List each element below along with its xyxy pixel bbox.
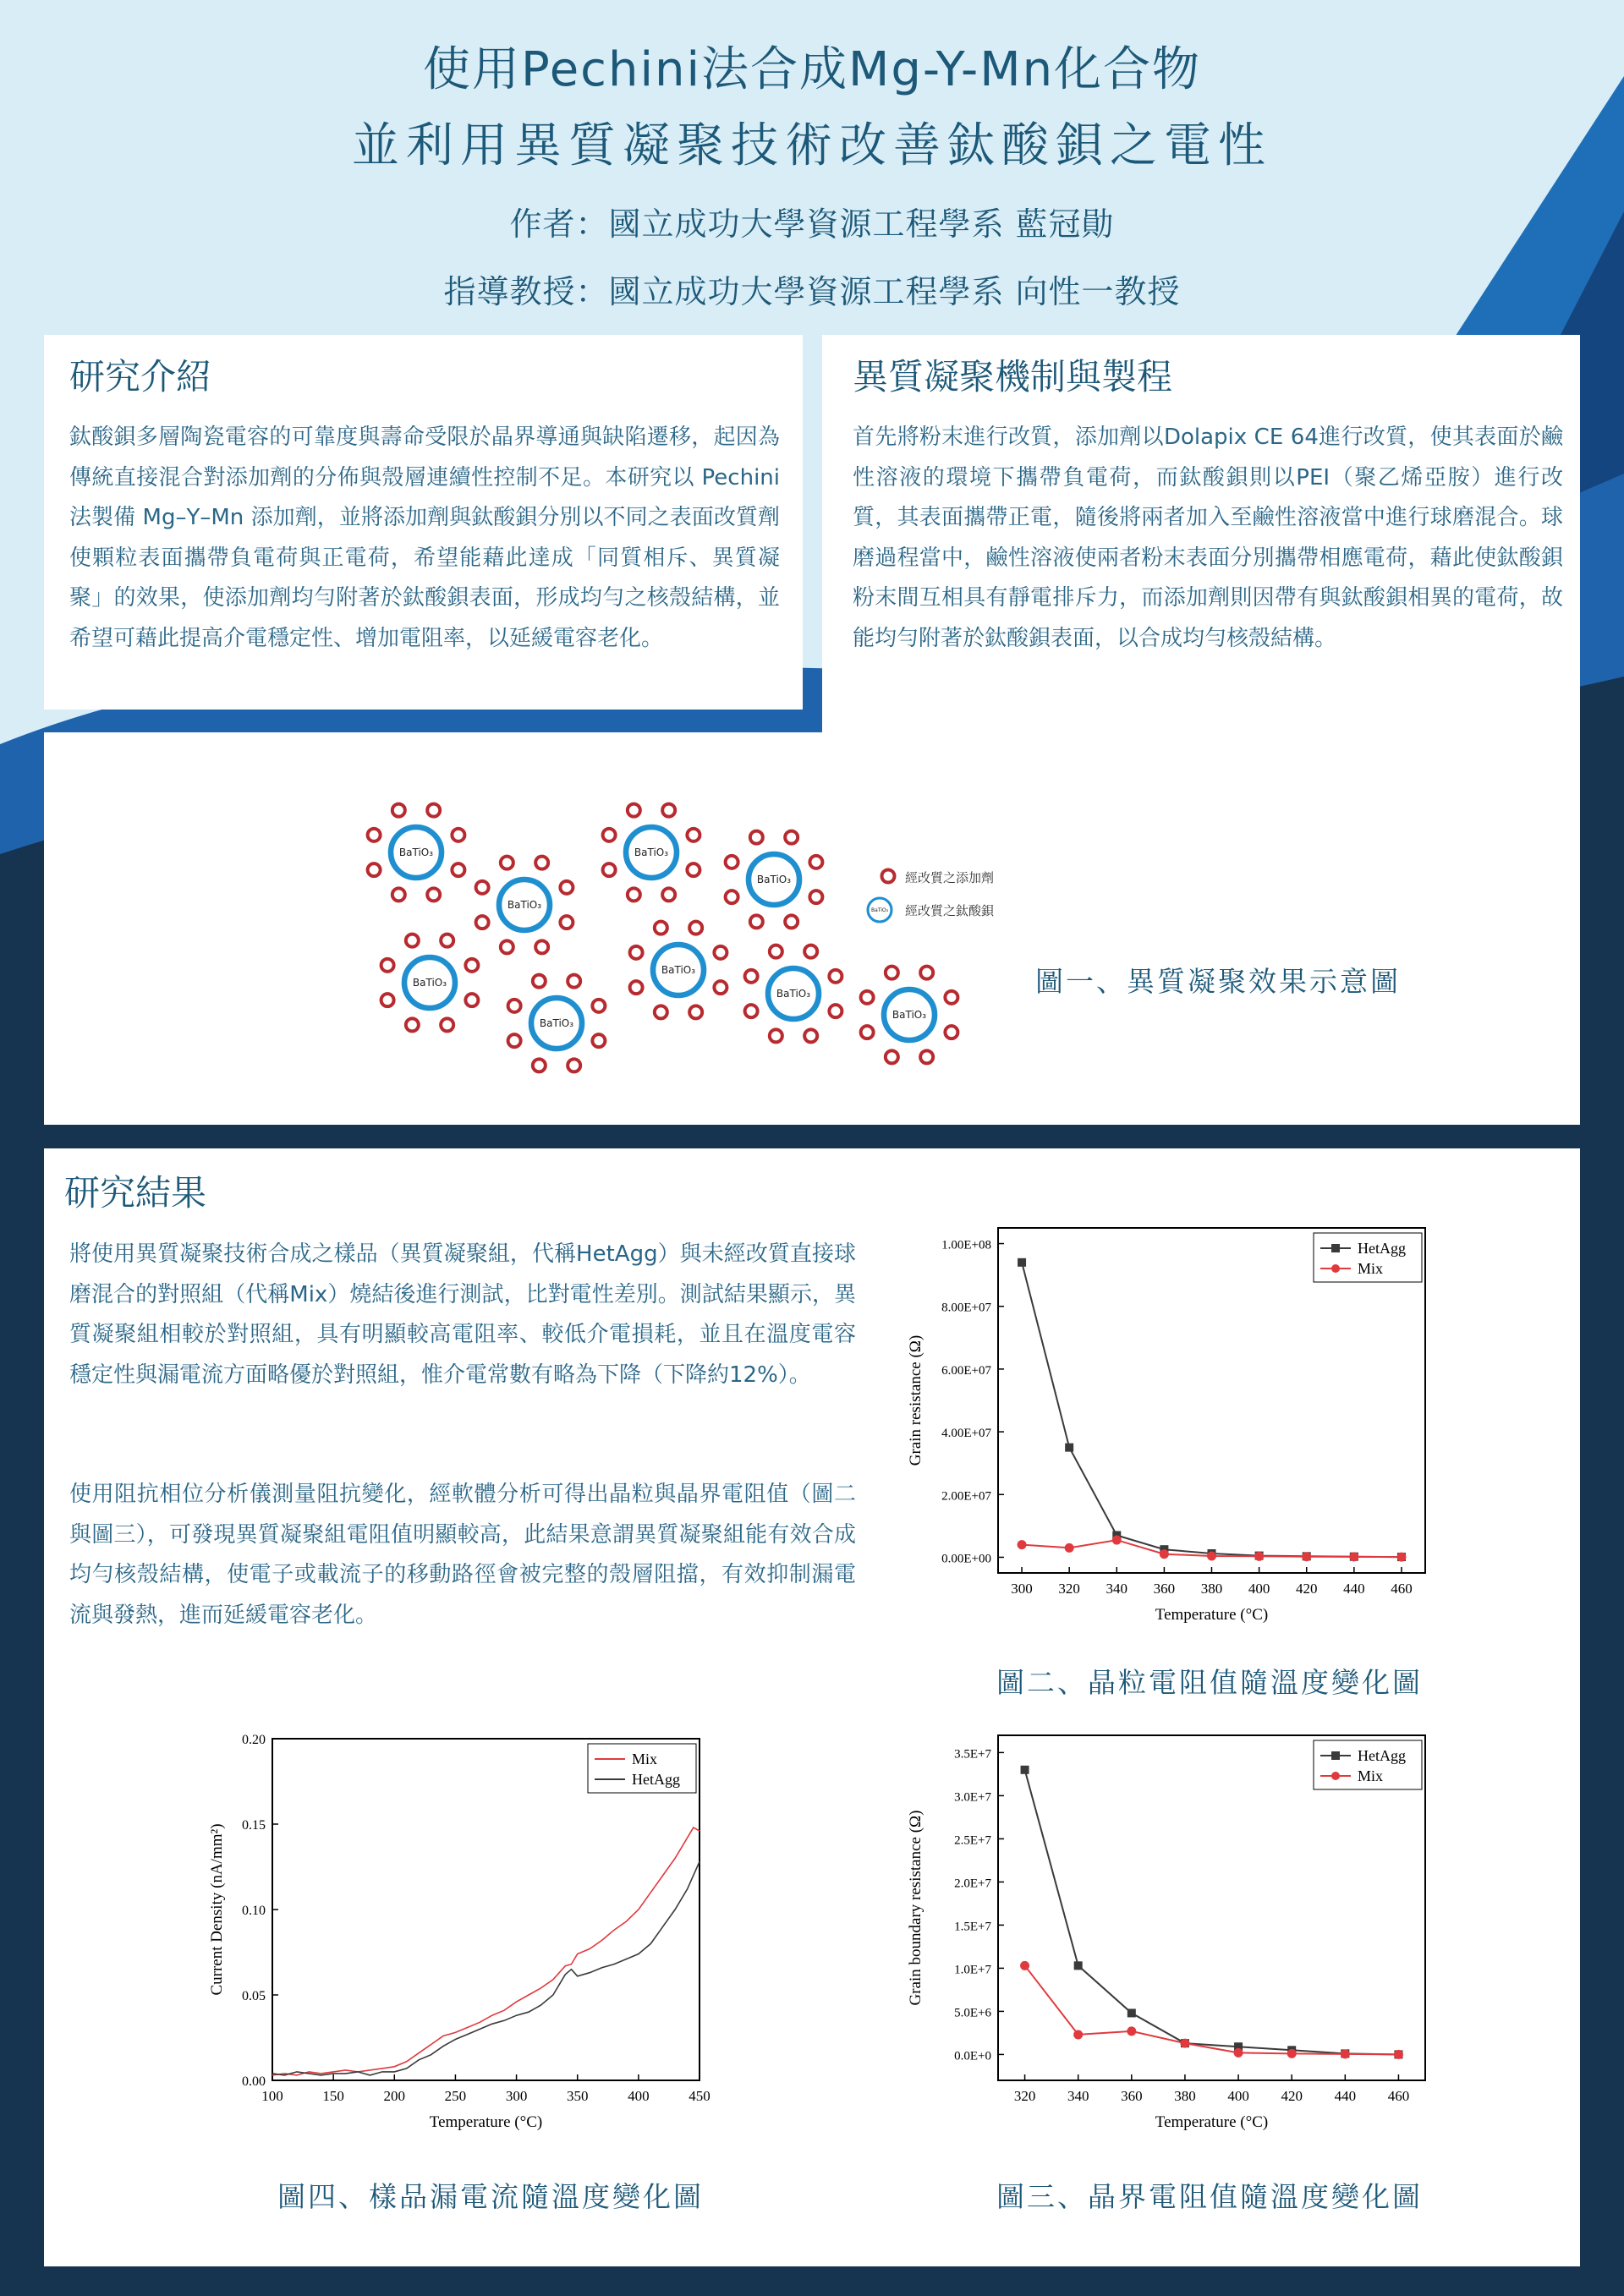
- additive-particle: [745, 1005, 758, 1017]
- data-point-mix: [1180, 2039, 1189, 2048]
- x-tick-label: 360: [1153, 1581, 1176, 1597]
- x-tick-label: 420: [1281, 2088, 1303, 2104]
- y-tick-label: 5.0E+6: [954, 2006, 991, 2020]
- additive-particle: [603, 863, 616, 876]
- additive-particle: [726, 856, 738, 869]
- x-tick-label: 400: [1227, 2088, 1249, 2104]
- x-tick-label: 400: [1248, 1581, 1270, 1597]
- mechanism-body: 首先將粉末進行改質，添加劑以Dolapix CE 64進行改質，使其表面於鹼性溶液的環境下攜帶負電荷，而鈦酸鋇則以PEI（聚乙烯亞胺）進行改質，其表面攜帶正電，隨後將兩者加入至鹼性溶液當中進行球磨混合。球磨過程當中，鹼性溶液使兩者粉末表面分別攜帶相應電荷，藉此使鈦酸鋇粉末間互相具有靜電排斥力，而添加劑則因帶有與鈦酸鋇相異的電荷，故能均勻附著於鈦酸鋇表面，以合成均勻核殼結構。: [853, 425, 1563, 651]
- y-axis-label: Current Density (nA/mm²): [208, 1823, 226, 1996]
- additive-particle: [628, 804, 640, 817]
- y-tick-label: 8.00E+07: [941, 1301, 991, 1315]
- additive-particle: [945, 1026, 957, 1038]
- additive-particle: [628, 888, 640, 901]
- additive-particle: [465, 959, 478, 972]
- additive-particle: [535, 857, 548, 869]
- data-point-mix: [1302, 1552, 1311, 1561]
- data-point-mix: [1349, 1552, 1358, 1561]
- y-tick-label: 0.00E+00: [941, 1552, 991, 1566]
- legend-batio3-label: 經改質之鈦酸鋇: [905, 903, 995, 918]
- additive-particle: [560, 916, 573, 929]
- x-tick-label: 400: [628, 2088, 650, 2104]
- data-point-mix: [1065, 1543, 1074, 1553]
- series-line-hetagg: [1022, 1263, 1402, 1557]
- batio3-label: BaTiO₃: [398, 847, 434, 859]
- additive-particle: [452, 829, 464, 841]
- additive-particle: [427, 888, 440, 901]
- x-tick-label: 150: [322, 2088, 344, 2104]
- additive-particle: [441, 1018, 453, 1031]
- additive-particle: [662, 888, 675, 901]
- additive-particle: [829, 1005, 842, 1017]
- y-tick-label: 1.00E+08: [941, 1238, 991, 1252]
- y-tick-label: 3.5E+7: [954, 1747, 991, 1762]
- figure4-leakage-current-chart: [195, 1725, 736, 2148]
- additive-particle: [535, 940, 548, 953]
- x-tick-label: 450: [689, 2088, 710, 2104]
- x-tick-label: 460: [1391, 1581, 1413, 1597]
- x-tick-label: 320: [1013, 2088, 1036, 2104]
- additive-particle: [406, 1018, 419, 1031]
- intro-body: 鈦酸鋇多層陶瓷電容的可靠度與壽命受限於晶界導通與缺陷遷移，起因為傳統直接混合對添加劑的分佈與殼層連續性控制不足。本研究以 Pechini 法製備 Mg–Y–Mn 添加劑，並將添加劑與鈦酸鋇分別以不同之表面改質劑使顆粒表面攜帶負電荷與正電荷，希望能藉此達成「同質相斥、異質凝聚」的效果，使添加劑均勻附著於鈦酸鋇表面，形成均勻之核殼結構，並希望可藉此提高介電穩定性、增加電阻率，以延緩電容老化。: [69, 425, 780, 651]
- series-line-mix: [272, 1827, 700, 2075]
- intro-heading: 研究介紹: [69, 356, 212, 397]
- batio3-label: BaTiO₃: [412, 977, 447, 989]
- legend-label-hetagg: HetAgg: [1358, 1747, 1406, 1764]
- additive-particle: [592, 1000, 605, 1012]
- poster-title-line1: 使用Pechini法合成Mg-Y-Mn化合物: [422, 42, 1202, 97]
- data-point-hetagg: [1127, 2008, 1136, 2017]
- additive-particle: [381, 959, 394, 972]
- additive-particle: [920, 967, 933, 979]
- batio3-label: BaTiO₃: [539, 1017, 574, 1030]
- legend-label-hetagg: HetAgg: [1358, 1240, 1406, 1257]
- additive-particle: [476, 916, 489, 929]
- x-axis-label: Temperature (°C): [429, 2113, 543, 2131]
- data-point-mix: [1396, 1553, 1406, 1562]
- batio3-label: BaTiO₃: [892, 1009, 927, 1022]
- additive-particle: [750, 831, 763, 844]
- y-tick-label: 0.0E+0: [954, 2049, 991, 2063]
- legend-label-mix: Mix: [632, 1751, 658, 1767]
- y-tick-label: 3.0E+7: [954, 1790, 991, 1805]
- additive-particle: [886, 967, 898, 979]
- additive-particle: [750, 915, 763, 928]
- additive-particle: [508, 1000, 521, 1012]
- additive-particle: [745, 970, 758, 983]
- figure2-grain-resistance-chart: [897, 1218, 1438, 1641]
- y-axis-label: Grain resistance (Ω): [907, 1334, 924, 1466]
- additive-particle: [508, 1034, 521, 1047]
- figure2-caption: 圖二、晶粒電阻值隨溫度變化圖: [996, 1666, 1423, 1699]
- additive-particle: [882, 870, 895, 883]
- x-tick-label: 380: [1200, 1581, 1223, 1597]
- data-point-mix: [1127, 2026, 1136, 2036]
- additive-particle: [392, 804, 405, 817]
- data-point-mix: [1341, 2049, 1350, 2058]
- additive-particle: [381, 994, 394, 1006]
- legend-label-hetagg: HetAgg: [632, 1771, 680, 1788]
- additive-particle: [533, 1059, 546, 1071]
- additive-particle: [406, 934, 419, 947]
- x-tick-label: 340: [1106, 1581, 1128, 1597]
- y-axis-label: Grain boundary resistance (Ω): [907, 1810, 924, 2006]
- additive-particle: [861, 991, 874, 1004]
- advisor-line: 指導教授：國立成功大學資源工程學系 向性一教授: [443, 273, 1181, 310]
- additive-particle: [809, 856, 822, 869]
- x-axis-label: Temperature (°C): [1155, 2113, 1269, 2131]
- additive-particle: [785, 915, 798, 928]
- y-tick-label: 1.5E+7: [954, 1920, 991, 1934]
- data-point-mix: [1073, 2030, 1083, 2039]
- additive-particle: [945, 991, 957, 1004]
- additive-particle: [560, 881, 573, 894]
- additive-particle: [655, 922, 667, 934]
- additive-particle: [452, 863, 464, 876]
- additive-particle: [687, 863, 700, 876]
- data-point-hetagg: [1065, 1444, 1073, 1452]
- y-tick-label: 0.20: [242, 1733, 266, 1747]
- additive-particle: [476, 881, 489, 894]
- batio3-label: BaTiO₃: [756, 874, 792, 886]
- data-point-hetagg: [1021, 1766, 1029, 1774]
- data-point-hetagg: [1018, 1258, 1026, 1267]
- additive-particle: [392, 888, 405, 901]
- figure4-caption: 圖四、樣品漏電流隨溫度變化圖: [277, 2180, 704, 2213]
- x-tick-label: 440: [1334, 2088, 1357, 2104]
- additive-particle: [568, 975, 580, 988]
- series-line-hetagg: [1025, 1770, 1399, 2055]
- additive-particle: [785, 831, 798, 844]
- y-tick-label: 6.00E+07: [941, 1363, 991, 1378]
- y-tick-label: 2.5E+7: [954, 1833, 991, 1848]
- legend-marker-mix: [1331, 1264, 1340, 1273]
- additive-particle: [592, 1034, 605, 1047]
- series-line-mix: [1025, 1965, 1399, 2054]
- x-tick-label: 460: [1387, 2088, 1410, 2104]
- additive-particle: [714, 946, 727, 959]
- batio3-label: BaTiO₃: [661, 964, 696, 977]
- results-para2: 使用阻抗相位分析儀測量阻抗變化，經軟體分析可得出晶粒與晶界電阻值（圖二與圖三），可發現異質凝聚組電阻值明顯較高，此結果意謂異質凝聚組能有效合成均勻核殼結構，使電子或載流子的移動路徑會被完整的殼層阻擋，有效抑制漏電流與發熱，進而延緩電容老化。: [69, 1482, 856, 1628]
- additive-particle: [689, 1006, 702, 1018]
- data-point-hetagg: [1074, 1961, 1083, 1970]
- additive-particle: [770, 1029, 782, 1042]
- x-tick-label: 360: [1121, 2088, 1143, 2104]
- legend-label-mix: Mix: [1358, 1260, 1384, 1277]
- data-point-mix: [1112, 1536, 1122, 1545]
- additive-particle: [920, 1050, 933, 1063]
- batio3-label: BaTiO₃: [776, 988, 811, 1000]
- heteroaggregation-diagram: [355, 786, 1015, 1082]
- figure3-caption: 圖三、晶界電阻值隨溫度變化圖: [996, 2180, 1423, 2213]
- additive-particle: [368, 829, 381, 841]
- additive-particle: [809, 890, 822, 903]
- legend-label-mix: Mix: [1358, 1767, 1384, 1784]
- author-line: 作者：國立成功大學資源工程學系 藍冠勛: [509, 205, 1115, 243]
- x-tick-label: 380: [1174, 2088, 1196, 2104]
- additive-particle: [662, 804, 675, 817]
- data-point-mix: [1020, 1961, 1029, 1970]
- x-tick-label: 420: [1295, 1581, 1318, 1597]
- legend-marker-mix: [1331, 1772, 1340, 1780]
- x-tick-label: 300: [505, 2088, 528, 2104]
- data-point-mix: [1234, 2048, 1243, 2058]
- additive-particle: [501, 940, 513, 953]
- data-point-mix: [1394, 2050, 1403, 2059]
- additive-particle: [770, 945, 782, 958]
- additive-particle: [501, 857, 513, 869]
- y-tick-label: 0.00: [242, 2074, 266, 2089]
- batio3-label: BaTiO₃: [634, 847, 669, 859]
- data-point-mix: [1287, 2049, 1297, 2058]
- additive-particle: [533, 975, 546, 988]
- y-tick-label: 2.0E+7: [954, 1877, 991, 1891]
- batio3-label: BaTiO₃: [507, 899, 542, 912]
- y-tick-label: 1.0E+7: [954, 1963, 991, 1977]
- x-tick-label: 250: [444, 2088, 467, 2104]
- x-tick-label: 340: [1067, 2088, 1089, 2104]
- x-tick-label: 350: [566, 2088, 589, 2104]
- figure1-caption: 圖一、異質凝聚效果示意圖: [1035, 965, 1401, 998]
- y-tick-label: 2.00E+07: [941, 1489, 991, 1504]
- y-tick-label: 4.00E+07: [941, 1427, 991, 1441]
- additive-particle: [687, 829, 700, 841]
- poster-title-line2: 並利用異質凝聚技術改善鈦酸鋇之電性: [352, 118, 1272, 173]
- x-tick-label: 200: [383, 2088, 406, 2104]
- additive-particle: [804, 945, 817, 958]
- additive-particle: [368, 863, 381, 876]
- additive-particle: [630, 981, 643, 994]
- data-point-mix: [1160, 1549, 1169, 1559]
- x-tick-label: 300: [1011, 1581, 1033, 1597]
- additive-particle: [603, 829, 616, 841]
- additive-particle: [427, 804, 440, 817]
- y-tick-label: 0.05: [242, 1989, 266, 2003]
- x-axis-label: Temperature (°C): [1155, 1606, 1269, 1624]
- series-line-hetagg: [272, 1861, 700, 2075]
- y-tick-label: 0.10: [242, 1904, 266, 1918]
- additive-particle: [630, 946, 643, 959]
- additive-particle: [886, 1050, 898, 1063]
- y-tick-label: 0.15: [242, 1818, 266, 1833]
- additive-particle: [441, 934, 453, 947]
- data-point-mix: [1254, 1552, 1264, 1561]
- results-para1: 將使用異質凝聚技術合成之樣品（異質凝聚組，代稱HetAgg）與未經改質直接球磨混合的對照組（代稱Mix）燒結後進行測試，比對電性差別。測試結果顯示，異質凝聚組相較於對照組，具有明顯較高電阻率、較低介電損耗，並且在溫度電容穩定性與漏電流方面略優於對照組，惟介電常數有略為下降（下降約12%）。: [69, 1241, 856, 1388]
- data-point-mix: [1207, 1551, 1216, 1560]
- additive-particle: [689, 922, 702, 934]
- figure3-grain-boundary-resistance-chart: [897, 1725, 1438, 2148]
- legend-additive-label: 經改質之添加劑: [905, 870, 995, 885]
- batio3-label: BaTiO₃: [870, 907, 889, 914]
- additive-particle: [568, 1059, 580, 1071]
- additive-particle: [465, 994, 478, 1006]
- additive-particle: [714, 981, 727, 994]
- additive-particle: [861, 1026, 874, 1038]
- x-tick-label: 100: [261, 2088, 283, 2104]
- additive-particle: [655, 1006, 667, 1018]
- x-tick-label: 440: [1343, 1581, 1365, 1597]
- legend-marker-hetagg: [1331, 1244, 1340, 1252]
- additive-particle: [726, 890, 738, 903]
- additive-particle: [829, 970, 842, 983]
- legend-marker-hetagg: [1331, 1751, 1340, 1760]
- x-tick-label: 320: [1058, 1581, 1080, 1597]
- results-heading: 研究結果: [64, 1172, 207, 1214]
- mechanism-heading: 異質凝聚機制與製程: [853, 356, 1173, 397]
- additive-particle: [804, 1029, 817, 1042]
- data-point-mix: [1018, 1540, 1027, 1549]
